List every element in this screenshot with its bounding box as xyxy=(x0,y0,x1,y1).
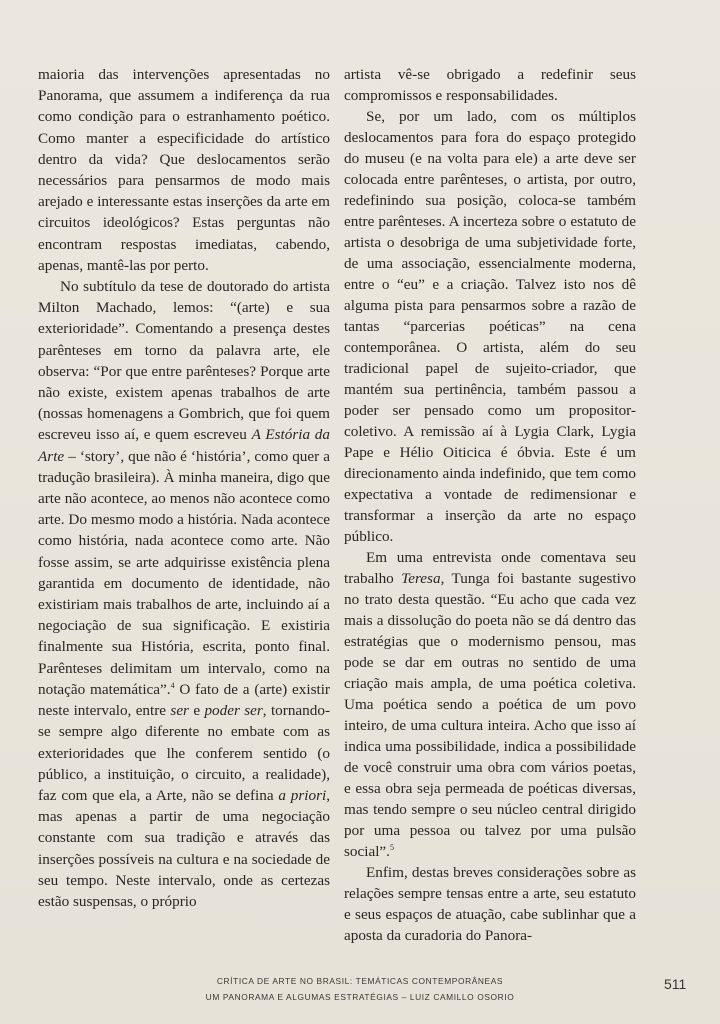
text-run: , Tunga foi bastante sugestivo no trato desta questão. “Eu acho que cada vez mais a dissolução do poeta não se dá dentro das estratégias que o modernismo pensou, mas pode se dar em outras no sentido de uma criação mais ampla, de uma poética coletiva. Uma poética sendo a poética de um povo inteiro, de uma cultura inteira. Acho que isso aí indica uma possibilidade, indica a possibilidade de você construir uma obra com vários poetas, e essa obra seja permeada de poéticas diversas, mas tendo sempre o seu núcleo central dirigido por uma pessoa ou talvez por uma pulsão social”. xyxy=(344,570,636,860)
paragraph xyxy=(344,547,636,862)
artwork-title: Teresa xyxy=(401,570,441,587)
paragraph: Enfim, destas breves considerações sobre as relações sempre tensas entre a arte, seu estatuto e seus espaços de atuação, cabe sublinhar que a aposta da curadoria do Panora- xyxy=(344,864,636,944)
paragraph: artista vê-se obrigado a redefinir seus compromissos e responsabilidades. xyxy=(344,66,636,104)
text-run: Em uma entrevista onde comentava seu trabalho xyxy=(344,549,636,587)
emphasis: poder ser xyxy=(204,702,263,720)
paragraph xyxy=(38,276,330,912)
running-footer-subtitle: UM PANORAMA E ALGUMAS ESTRATÉGIAS – LUIZ CAMILLO OSORIO xyxy=(205,992,515,1002)
footnote-marker: 4 xyxy=(170,680,175,690)
text-run: , mas apenas a partir de uma negociação constante com sua tradição e através das inserções possíveis na cultura e na sociedade de seu tempo. Neste intervalo, onde as certezas estão suspensas, o próprio xyxy=(38,786,330,910)
book-title: A Estória da Arte xyxy=(38,426,330,465)
left-text-column xyxy=(38,64,330,912)
text-run: No subtítulo da tese de doutorado do artista Milton Machado, lemos: “(arte) e sua exterioridade”. Comentando a presença destes parênteses em torno da palavra arte, ele observa: “Por que entre parênteses? Porque arte não existe, existem apenas trabalhos de arte (nossas homenagens a Gombrich, que foi quem escreveu isso aí, e quem escreveu xyxy=(38,278,330,444)
paragraph: maioria das intervenções apresentadas no Panorama, que assumem a indiferença da rua como condição para o estranhamento poético. Como manter a especificidade do artístico dentro da vida? Que deslocamentos serão necessários para pensarmos de modo mais arejado e interessante estas inserções da arte em circuitos ideológicos? Estas perguntas não encontram respostas imediatas, cabendo, apenas, mantê-las por perto. xyxy=(38,66,330,274)
footnote-marker: 5 xyxy=(389,842,394,852)
emphasis: a priori xyxy=(278,786,327,804)
right-text-column xyxy=(344,64,636,946)
running-footer-title: CRÍTICA DE ARTE NO BRASIL: TEMÁTICAS CONTEMPORÂNEAS xyxy=(216,976,504,986)
paragraph: Se, por um lado, com os múltiplos deslocamentos para fora do espaço protegido do museu (e na volta para ele) a arte deve ser colocada entre parênteses, o artista, por outro, redefinindo sua posição, coloca-se também entre parênteses. A incerteza sobre o estatuto de artista o desobriga de uma subjetividade forte, de uma associação, essencialmente moderna, entre o “eu” e a criação. Talvez isto nos dê alguma pista para pensarmos sobre a razão de tantas “parcerias poéticas” na cena contemporânea. O artista, além do seu tradicional papel de sujeito-criador, que mantém sua pertinência, também passou a poder ser pensado como um propositor-coletivo. A remissão aí à Lygia Clark, Lygia Pape e Hélio Oiticica é óbvia. Este é um direcionamento ainda indefinido, que tem como expectativa a vontade de redimensionar e transformar a inserção da arte no espaço público. xyxy=(344,108,636,545)
text-run: O fato de a (arte) existir neste intervalo, entre xyxy=(38,680,330,720)
text-run: – ‘story’, que não é ‘história’, como quer a tradução brasileira). À minha maneira, digo que arte não acontece, ao menos não acontece como arte. Do mesmo modo a história. Nada acontece como história, nada acontece como arte. Não fosse assim, se arte adquirisse existência plena garantida em documento de identidade, não existiriam mais trabalhos de arte, incluindo aí a negociação de sua significação. E existiria finalmente sua História, escrita, ponto final. Parênteses delimitam um intervalo, como na notação matemática”. xyxy=(38,447,330,698)
page-number: 511 xyxy=(664,976,687,992)
text-run: , tornando-se sempre algo diferente no embate com as exterioridades que lhe conferem sentido (o público, a instituição, o circuito, a realidade), faz com que ela, a Arte, não se defina xyxy=(38,702,330,804)
text-run: e xyxy=(188,702,205,720)
emphasis: ser xyxy=(170,702,189,720)
